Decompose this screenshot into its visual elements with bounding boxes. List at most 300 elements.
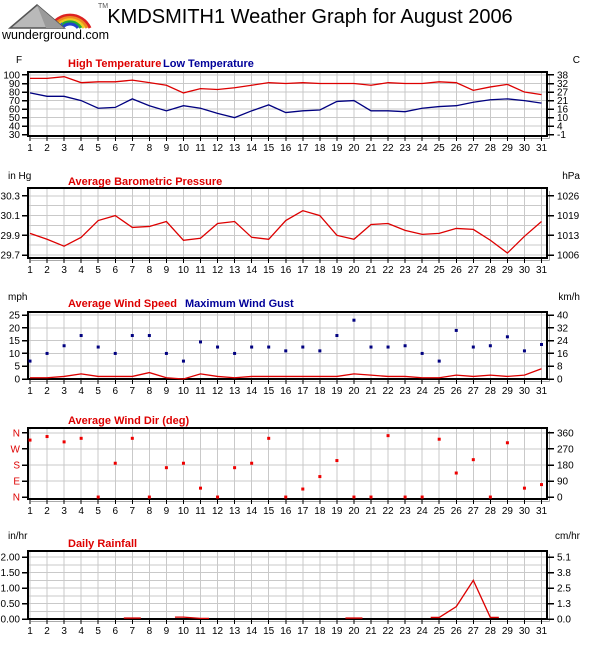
day-label: 14 [246, 626, 258, 637]
chart-rainfall [1, 531, 581, 637]
y-tick-label: 21 [557, 96, 569, 108]
day-label: 28 [484, 143, 496, 154]
day-label: 3 [61, 143, 67, 154]
day-label: 15 [263, 143, 275, 154]
day-label: 8 [146, 143, 153, 154]
day-label: 30 [518, 626, 531, 637]
y-tick-label: 1.50 [0, 568, 20, 580]
y-axis-left [1, 191, 27, 261]
day-label: 8 [146, 386, 153, 397]
day-label: 30 [518, 143, 531, 154]
y-tick-label: 60 [8, 104, 20, 116]
day-label: 6 [112, 143, 119, 154]
y-axis-left [3, 70, 27, 141]
day-label: 19 [331, 626, 343, 637]
day-label: 7 [129, 386, 136, 397]
day-label: 18 [314, 265, 326, 276]
day-label: 12 [211, 265, 224, 276]
day-label: 6 [112, 626, 119, 637]
data-point [182, 462, 185, 465]
data-point [284, 349, 287, 352]
y-tick-label: 4 [557, 121, 563, 133]
day-label: 15 [263, 626, 275, 637]
day-label: 3 [61, 386, 67, 397]
day-label: 28 [484, 506, 496, 517]
y-tick-label: 1019 [557, 211, 580, 223]
day-label: 25 [433, 265, 445, 276]
y-tick-label: 0 [557, 492, 563, 504]
day-label: 24 [416, 386, 428, 397]
day-label: 16 [280, 265, 292, 276]
day-label: 12 [211, 143, 224, 154]
y-tick-label: -1 [557, 130, 566, 142]
y-tick-label: 30.3 [0, 191, 20, 203]
day-label: 7 [129, 143, 136, 154]
day-label: 19 [331, 386, 343, 397]
day-label: 17 [297, 506, 309, 517]
data-point [148, 496, 151, 499]
chart-pressure [1, 171, 581, 276]
day-label: 12 [211, 506, 224, 517]
unit-left-label: F [16, 55, 23, 66]
day-label: 27 [467, 386, 479, 397]
day-label: 26 [450, 506, 462, 517]
data-point [438, 360, 441, 363]
day-label: 15 [263, 265, 275, 276]
day-label: 18 [314, 506, 326, 517]
day-label: 20 [348, 143, 360, 154]
data-point [182, 360, 185, 363]
y-tick-label: 38 [557, 70, 569, 82]
y-axis-right [548, 428, 574, 503]
day-label: 20 [348, 265, 360, 276]
day-label: 21 [365, 265, 377, 276]
day-label: 25 [433, 506, 445, 517]
x-axis [27, 500, 547, 517]
chart-wind [8, 292, 580, 397]
day-label: 5 [95, 506, 101, 517]
day-label: 22 [382, 265, 394, 276]
day-label: 17 [297, 386, 309, 397]
data-point [63, 344, 66, 347]
day-label: 11 [195, 626, 206, 637]
y-tick-label: 20 [8, 323, 20, 335]
day-label: 27 [467, 626, 479, 637]
gridlines [29, 429, 546, 498]
day-label: 3 [61, 626, 67, 637]
y-tick-label: S [13, 460, 20, 472]
data-point [318, 349, 321, 352]
data-point [29, 360, 32, 363]
data-point [165, 466, 168, 469]
data-point [97, 496, 100, 499]
y-tick-label: 0.00 [0, 614, 20, 626]
day-label: 8 [146, 626, 153, 637]
day-label: 3 [61, 506, 67, 517]
day-label: 22 [382, 143, 394, 154]
day-label: 11 [195, 265, 206, 276]
y-tick-label: N [12, 428, 20, 440]
day-label: 4 [78, 143, 84, 154]
data-point [438, 438, 441, 441]
y-axis-right [548, 311, 569, 386]
day-label: 9 [163, 626, 170, 637]
day-label: 6 [112, 265, 119, 276]
day-label: 31 [535, 265, 548, 276]
day-label: 4 [78, 386, 84, 397]
day-label: 1 [27, 386, 33, 397]
day-label: 26 [450, 143, 462, 154]
chart-temperature [3, 55, 580, 154]
y-tick-label: 10 [8, 348, 20, 360]
day-label: 18 [314, 626, 326, 637]
day-label: 23 [399, 265, 411, 276]
data-point [506, 335, 509, 338]
day-label: 7 [129, 506, 136, 517]
day-label: 14 [246, 143, 258, 154]
chart-title: Average Barometric Pressure [68, 176, 223, 188]
y-tick-label: 90 [557, 476, 569, 488]
data-point [387, 346, 390, 349]
day-label: 24 [416, 143, 428, 154]
day-label: 14 [246, 386, 258, 397]
day-label: 22 [382, 386, 394, 397]
day-label: 31 [535, 506, 548, 517]
data-point [80, 437, 83, 440]
data-point [63, 440, 66, 443]
unit-right-label: km/h [558, 292, 580, 303]
day-label: 11 [195, 386, 206, 397]
chart-wind-direction [11, 415, 575, 517]
chart-title: Daily Rainfall [68, 538, 138, 550]
chart-title: High Temperature [68, 58, 162, 70]
y-tick-label: 1.00 [0, 583, 20, 595]
data-line-segment [431, 580, 499, 617]
data-point [335, 459, 338, 462]
day-label: 11 [195, 143, 206, 154]
data-point [80, 334, 83, 337]
day-label: 6 [112, 506, 119, 517]
day-label: 29 [501, 506, 513, 517]
day-label: 1 [27, 265, 33, 276]
day-label: 27 [467, 143, 479, 154]
y-tick-label: 25 [8, 310, 20, 322]
y-tick-label: 0 [557, 374, 563, 386]
data-point [267, 437, 270, 440]
data-point [421, 352, 424, 355]
y-tick-label: 100 [3, 70, 20, 82]
x-axis [27, 259, 547, 276]
day-label: 10 [177, 265, 190, 276]
day-label: 5 [95, 143, 101, 154]
chart-title: Average Wind Dir (deg) [68, 415, 190, 427]
x-axis [27, 620, 547, 637]
data-point [523, 349, 526, 352]
day-label: 24 [416, 265, 428, 276]
y-tick-label: 10 [557, 113, 569, 125]
y-tick-label: 270 [557, 444, 574, 456]
day-label: 28 [484, 626, 496, 637]
unit-left-label: in Hg [8, 171, 32, 182]
data-point [370, 496, 373, 499]
data-point [46, 435, 49, 438]
day-label: 14 [246, 506, 258, 517]
plot-frame [28, 551, 547, 619]
y-tick-label: 0 [14, 374, 20, 386]
series-runs [124, 580, 499, 618]
day-label: 7 [129, 626, 136, 637]
y-tick-label: 50 [8, 113, 20, 125]
day-label: 21 [365, 386, 377, 397]
day-label: 23 [399, 386, 411, 397]
day-label: 16 [280, 626, 292, 637]
unit-left-label: mph [8, 292, 28, 303]
y-tick-label: 32 [557, 79, 569, 91]
page-title: KMDSMITH1 Weather Graph for August 2006 [107, 6, 513, 28]
data-point [148, 334, 151, 337]
y-tick-label: 24 [557, 336, 569, 348]
data-point [472, 458, 475, 461]
day-label: 17 [297, 265, 309, 276]
data-point [301, 346, 304, 349]
y-tick-label: 1013 [557, 230, 580, 242]
day-label: 10 [177, 386, 190, 397]
day-label: 25 [433, 626, 445, 637]
data-point [114, 352, 117, 355]
y-axis-left [1, 553, 27, 626]
day-label: 12 [211, 626, 224, 637]
day-label: 30 [518, 265, 531, 276]
y-tick-label: 30 [8, 130, 20, 142]
y-tick-label: 29.9 [0, 230, 20, 242]
y-tick-label: 80 [8, 87, 20, 99]
y-tick-label: 1006 [557, 250, 580, 262]
y-tick-label: 0.50 [0, 599, 20, 611]
day-label: 18 [314, 143, 326, 154]
data-point [387, 434, 390, 437]
day-label: 6 [112, 386, 119, 397]
y-axis-left [11, 428, 27, 503]
plot-frame [28, 312, 547, 379]
plot-frame [28, 188, 547, 258]
day-label: 16 [280, 143, 292, 154]
day-label: 29 [501, 143, 513, 154]
data-point [233, 352, 236, 355]
day-label: 24 [416, 626, 428, 637]
data-point [506, 441, 509, 444]
y-tick-label: 16 [557, 348, 569, 360]
y-tick-label: W [10, 444, 20, 456]
data-point [114, 462, 117, 465]
day-label: 23 [399, 143, 411, 154]
y-tick-label: 1.3 [557, 599, 571, 611]
y-tick-label: 3.8 [557, 568, 571, 580]
day-label: 15 [263, 386, 275, 397]
day-label: 21 [365, 506, 377, 517]
y-tick-label: N [12, 492, 20, 504]
plot-frame [28, 428, 547, 499]
day-label: 9 [163, 265, 170, 276]
day-label: 3 [61, 265, 67, 276]
y-tick-label: 1026 [557, 191, 580, 203]
day-label: 20 [348, 386, 360, 397]
day-label: 8 [146, 506, 153, 517]
y-tick-label: 27 [557, 87, 569, 99]
data-point [216, 346, 219, 349]
data-point [352, 496, 355, 499]
data-point [370, 346, 373, 349]
y-tick-label: 70 [8, 96, 20, 108]
day-label: 24 [416, 506, 428, 517]
y-tick-label: 180 [557, 460, 574, 472]
day-label: 18 [314, 386, 326, 397]
unit-right-label: cm/hr [555, 531, 580, 542]
data-point [540, 343, 543, 346]
day-label: 2 [44, 626, 50, 637]
y-tick-label: 360 [557, 428, 574, 440]
y-tick-label: 0.0 [557, 614, 571, 626]
data-point [233, 466, 236, 469]
day-label: 4 [78, 626, 84, 637]
day-label: 25 [433, 386, 445, 397]
logo-tm-text: TM [98, 3, 109, 10]
day-label: 4 [78, 265, 84, 276]
y-tick-label: 40 [8, 121, 20, 133]
data-point [472, 346, 475, 349]
day-label: 28 [484, 265, 496, 276]
day-label: 21 [365, 143, 377, 154]
day-label: 26 [450, 626, 462, 637]
data-point [523, 487, 526, 490]
data-point [318, 475, 321, 478]
y-tick-label: 40 [557, 310, 569, 322]
gridlines [29, 552, 546, 618]
data-point [216, 496, 219, 499]
data-point [489, 496, 492, 499]
data-point [284, 496, 287, 499]
day-label: 26 [450, 386, 462, 397]
day-label: 31 [535, 626, 548, 637]
data-point [352, 319, 355, 322]
chart-title: Average Wind Speed [68, 298, 177, 310]
day-label: 1 [27, 626, 33, 637]
day-label: 2 [44, 265, 50, 276]
day-label: 19 [331, 506, 343, 517]
data-point [131, 334, 134, 337]
unit-left-label: in/hr [8, 531, 28, 542]
day-label: 30 [518, 506, 531, 517]
day-label: 19 [331, 143, 343, 154]
logo-domain-text: wunderground.com [2, 28, 110, 42]
y-tick-label: 8 [557, 361, 563, 373]
data-point [489, 344, 492, 347]
y-tick-label: 32 [557, 323, 569, 335]
gridlines [29, 313, 546, 378]
day-label: 31 [535, 386, 548, 397]
day-label: 4 [78, 506, 84, 517]
data-point [404, 344, 407, 347]
day-label: 10 [177, 626, 190, 637]
data-point [421, 496, 424, 499]
data-point [97, 346, 100, 349]
day-label: 5 [95, 265, 101, 276]
day-label: 26 [450, 265, 462, 276]
y-tick-label: 2.5 [557, 583, 571, 595]
day-label: 29 [501, 626, 513, 637]
data-point [199, 487, 202, 490]
y-tick-label: 15 [8, 336, 20, 348]
data-point [335, 334, 338, 337]
y-tick-label: 29.7 [0, 250, 20, 262]
day-label: 22 [382, 506, 394, 517]
day-label: 20 [348, 626, 360, 637]
data-point [267, 346, 270, 349]
chart-title: Maximum Wind Gust [185, 298, 294, 310]
y-tick-label: E [13, 476, 20, 488]
chart-title: Low Temperature [163, 58, 254, 70]
gridlines [29, 189, 546, 257]
day-label: 27 [467, 265, 479, 276]
y-tick-label: 2.00 [0, 552, 20, 564]
data-point [250, 346, 253, 349]
day-label: 5 [95, 626, 101, 637]
day-label: 31 [535, 143, 548, 154]
day-label: 17 [297, 143, 309, 154]
day-label: 14 [246, 265, 258, 276]
day-label: 10 [177, 143, 190, 154]
data-point [455, 329, 458, 332]
day-label: 13 [229, 265, 241, 276]
data-point [131, 437, 134, 440]
day-label: 19 [331, 265, 343, 276]
data-point [250, 462, 253, 465]
day-label: 23 [399, 626, 411, 637]
day-label: 2 [44, 506, 50, 517]
unit-right-label: C [572, 55, 580, 66]
data-point [404, 496, 407, 499]
day-label: 13 [229, 386, 241, 397]
day-label: 10 [177, 506, 190, 517]
day-label: 5 [95, 386, 101, 397]
day-label: 12 [211, 386, 224, 397]
y-tick-label: 30.1 [0, 211, 20, 223]
day-label: 7 [129, 265, 136, 276]
day-label: 9 [163, 506, 170, 517]
day-label: 1 [27, 506, 33, 517]
day-label: 15 [263, 506, 275, 517]
day-label: 22 [382, 626, 394, 637]
unit-right-label: hPa [562, 171, 580, 182]
day-label: 11 [195, 506, 206, 517]
day-label: 20 [348, 506, 360, 517]
day-label: 30 [518, 386, 531, 397]
day-label: 16 [280, 506, 292, 517]
day-label: 2 [44, 386, 50, 397]
data-point [455, 472, 458, 475]
day-label: 21 [365, 626, 377, 637]
day-label: 9 [163, 386, 170, 397]
day-label: 1 [27, 143, 33, 154]
day-label: 8 [146, 265, 153, 276]
data-point [29, 439, 32, 442]
y-tick-label: 5.1 [557, 552, 571, 564]
day-label: 13 [229, 143, 241, 154]
day-label: 25 [433, 143, 445, 154]
data-point [199, 340, 202, 343]
data-point [540, 483, 543, 486]
day-label: 29 [501, 265, 513, 276]
y-axis-right [548, 70, 569, 141]
